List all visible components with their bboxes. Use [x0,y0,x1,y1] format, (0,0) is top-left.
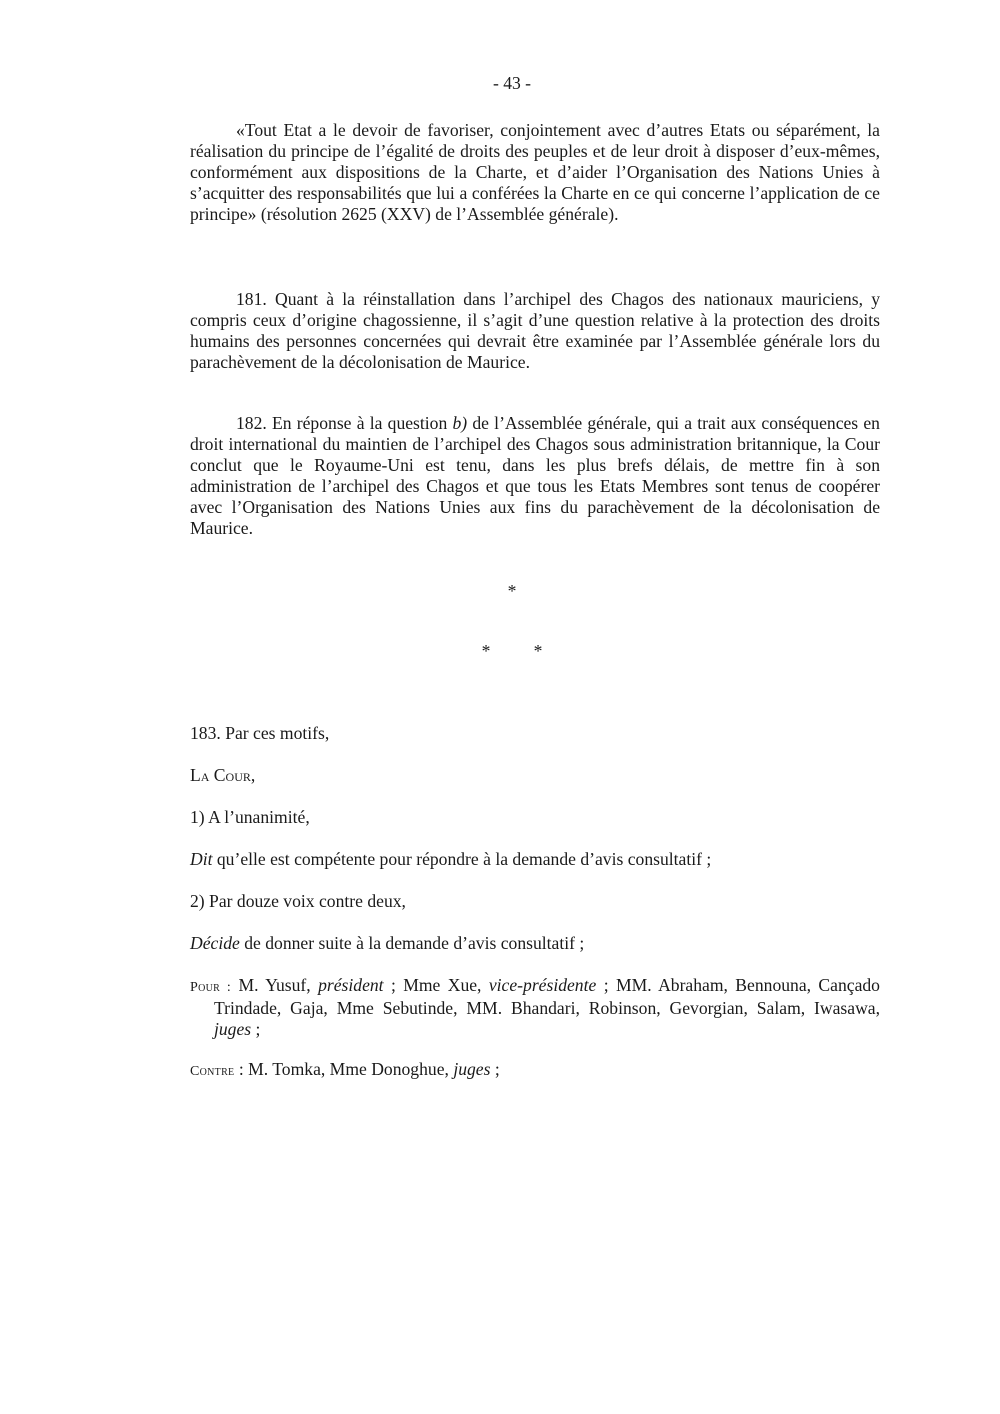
vote-against-text: : M. Tomka, Mme Donoghue, [234,1059,454,1079]
vote-against-label: Contre [190,1064,235,1079]
vote-against [190,1059,880,1082]
vote-for-vice-president: vice-présidente [488,975,597,995]
decide-word: Décide [190,933,240,953]
paragraph-182-suffix: de l’Assemblée générale, qui a trait aux conséquences en droit international du maintien de l’archipel des Chagos sous administration britannique, la Cour conclut que le Royaume-Uni est tenu, dans les plus brefs délais, de mettre fin à son administration de l’archipel des Chagos et que tous les Etats Membres sont tenus de coopérer avec l’Organisation des Nations Unies aux fins du parachèvement de la décolonisation de Maurice. [190,413,880,538]
separator-star-right: * [533,641,543,661]
point-2: 2) Par douze voix contre deux, [190,891,406,911]
point-1: 1) A l’unanimité, [190,807,310,827]
page-number: - 43 - [492,73,532,93]
separator-star-top: * [507,581,517,601]
dit-clause [190,849,880,870]
vote-for-label: Pour : [190,980,232,995]
vote-for [190,975,880,1040]
paragraph-182-question-ref: b) [452,413,468,433]
dit-text: qu’elle est compétente pour répondre à la demande d’avis consultatif ; [212,849,712,869]
vote-for-text-1: M. Yusuf, [231,975,319,995]
dit-word: Dit [190,849,213,869]
paragraph-182 [190,413,880,539]
vote-for-text-3: ; MM. Abraham, Bennouna, Cançado Trindade, Gaja, Mme Sebutinde, MM. Bhandari, Robinson, Gevorgian, Salam, Iwasawa, [214,975,880,1018]
vote-for-text-2: ; Mme Xue, [383,975,489,995]
decide-clause [190,933,880,954]
vote-for-end: ; [251,1019,261,1039]
separator-star-left: * [481,641,491,661]
paragraph-181: 181. Quant à la réinstallation dans l’archipel des Chagos des nationaux mauriciens, y compris ceux d’origine chagossienne, il s’agit d’une question relative à la protection des droits humains des personnes concernées qui devrait être examinée par l’Assemblée générale lors du parachèvement de la décolonisation de Maurice. [190,289,880,372]
paragraph-183: 183. Par ces motifs, [190,723,330,743]
quote-paragraph: «Tout Etat a le devoir de favoriser, conjointement avec d’autres Etats ou séparément, la réalisation du principe de l’égalité de droits des peuples et de leur droit à disposer d’eux-mêmes, conformément aux dispositions de la Charte, et d’aider l’Organisation des Nations Unies à s’acquitter des responsabilités que lui a conférées la Charte en ce qui concerne l’application de ce principe» (résolution 2625 (XXV) de l’Assemblée générale). [190,120,880,224]
vote-against-judges: juges [453,1059,491,1079]
paragraph-182-prefix: 182. En réponse à la question [236,413,453,433]
decide-text: de donner suite à la demande d’avis consultatif ; [239,933,585,953]
vote-for-president: président [318,975,384,995]
court-heading: La Cour, [190,765,256,785]
vote-for-judges: juges [214,1019,252,1039]
vote-against-end: ; [490,1059,500,1079]
